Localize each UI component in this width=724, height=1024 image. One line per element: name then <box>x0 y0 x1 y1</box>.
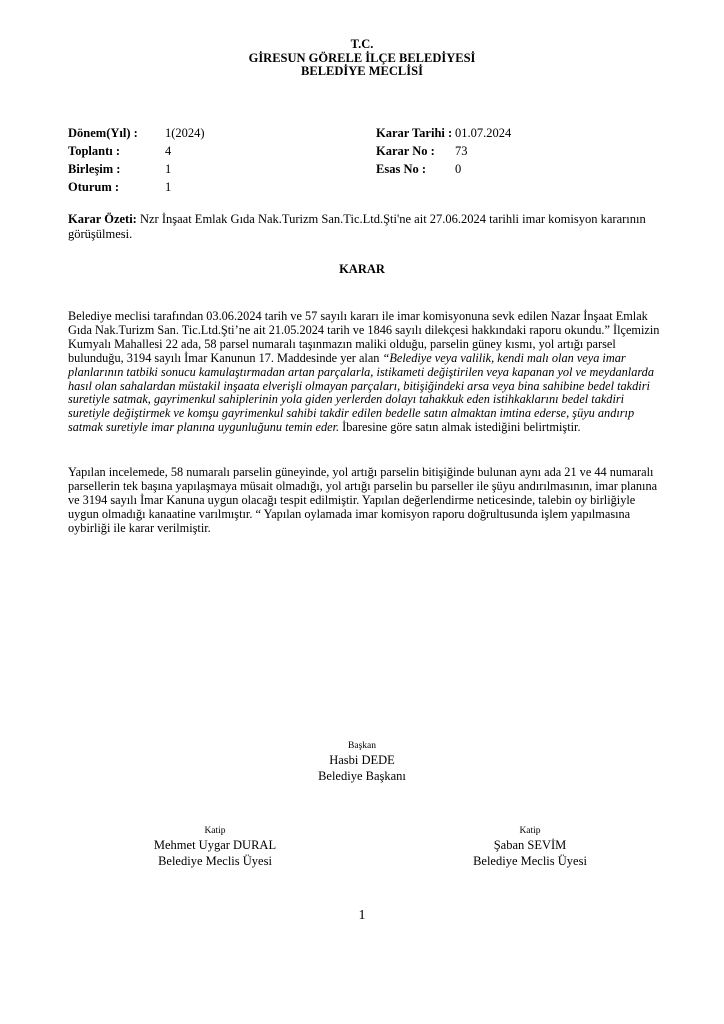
meta-value: 1 <box>165 180 172 194</box>
meta-label: Karar No : <box>376 144 435 158</box>
meta-label: Dönem(Yıl) : <box>68 126 138 140</box>
meta-row-karar-no <box>376 142 511 160</box>
page-number: 1 <box>358 908 366 923</box>
meta-row-esas-no <box>376 160 511 178</box>
signature-role: Katip <box>204 826 226 836</box>
meta-row-toplanti <box>68 142 205 160</box>
meta-row-birlesim <box>68 160 205 178</box>
law-quote: “Belediye veya valilik, kendi malı olan veya imar planlarının tatbiki sonucu kamulaştırmadan artan parçalarla, istikameti değiştirilen veya kapanan yol ve meydanlarda hasıl olan sahalardan müstakil inşaata elverişli olmayan parçaları, bitişiğindeki arsa veya bina sahibine bedel takdiri suretiyle satmak, gayrimenkul sahiplerinin yola giden yerlerden dolayı tahakkuk eden istihkaklarını bedel takdiri suretiyle değiştirmek ve komşu gayrimenkul sahibi takdir edilen bedelle satın almaktan imtina ederse, şüyu andırıp satmak suretiyle imar planına uygunluğunu temin eder. <box>68 350 654 435</box>
signature-title: Belediye Meclis Üyesi <box>158 853 272 868</box>
meta-left-block <box>68 124 205 196</box>
header-municipality: GİRESUN GÖRELE İLÇE BELEDİYESİ <box>248 50 476 65</box>
meta-value: 4 <box>165 144 172 158</box>
decision-paragraph-2: Yapılan incelemede, 58 numaralı parselin güneyinde, yol artığı parselin bitişiğinde bulunan aynı ada 21 ve 44 numaralı parsellerin tek başına yapılaşmaya müsait olmadığı, yol artığı parselin bu parseller ile şüyu andırılmasının, imar planına ve 3194 sayılı İmar Kanuna uygun olacağı tespit edilmiştir. Yapılan değerlendirme neticesinde, talebin oy birliğiyle uygun olmadığı kanaatine varılmıştır. “ Yapılan oylamada imar komisyon raporu doğrultusunda işlem yapılmasına oybirliği ile karar verilmiştir. <box>68 465 658 535</box>
signature-name: Şaban SEVİM <box>493 838 567 852</box>
signature-name: Mehmet Uygar DURAL <box>153 838 277 852</box>
meta-row-oturum <box>68 178 205 196</box>
meta-value: 1(2024) <box>165 126 205 140</box>
header-tc: T.C. <box>350 37 374 51</box>
meta-value: 1 <box>165 162 172 176</box>
summary-label: Karar Özeti: <box>68 212 137 226</box>
meta-value: 73 <box>455 144 468 158</box>
meta-row-karar-tarihi <box>376 124 511 142</box>
signature-title: Belediye Başkanı <box>318 768 406 783</box>
decision-title: KARAR <box>339 262 385 276</box>
meta-value: 0 <box>455 162 462 176</box>
signature-president <box>262 740 462 784</box>
meta-label: Karar Tarihi : <box>376 126 453 140</box>
meta-label: Oturum : <box>68 180 120 194</box>
summary-text: Nzr İnşaat Emlak Gıda Nak.Turizm San.Tic.Ltd.Şti'ne ait 27.06.2024 tarihli imar komisyon kararının görüşülmesi. <box>68 212 646 241</box>
signature-title: Belediye Meclis Üyesi <box>473 853 587 868</box>
decision-paragraph-1 <box>68 310 666 435</box>
signature-clerk-left <box>110 825 320 869</box>
meta-row-donem <box>68 124 205 142</box>
signature-role: Başkan <box>348 741 376 751</box>
paragraph-text: İbaresine göre satın almak istediğini belirtmiştir. <box>339 420 581 435</box>
meta-value: 01.07.2024 <box>455 126 512 140</box>
decision-summary <box>68 212 664 242</box>
meta-right-block <box>376 124 511 178</box>
signature-name: Hasbi DEDE <box>329 753 395 767</box>
meta-label: Birleşim : <box>68 162 121 176</box>
signature-clerk-right <box>425 825 635 869</box>
signature-role: Katip <box>519 826 541 836</box>
meta-label: Esas No : <box>376 162 427 176</box>
document-header <box>0 38 724 79</box>
header-council: BELEDİYE MECLİSİ <box>301 64 423 78</box>
meta-label: Toplantı : <box>68 144 120 158</box>
paragraph-text: Belediye meclisi tarafından 03.06.2024 tarih ve 57 sayılı kararı ile imar komisyonuna sevk edilen Nazar İnşaat Emlak Gıda Nak.Turizm San. Tic.Ltd.Şti’ne ait 21.05.2024 tarih ve 1846 sayılı dilekçesi hakkındaki raporu okundu.” İlçemizin Kumyalı Mahallesi 22 ada, 58 parsel numaralı taşınmazın maliki olduğu, parselin güney kısmı, yol artığı parsel bulunduğu, 3194 sayılı İmar Kanunun 17. Maddesinde yer alan <box>68 309 660 365</box>
